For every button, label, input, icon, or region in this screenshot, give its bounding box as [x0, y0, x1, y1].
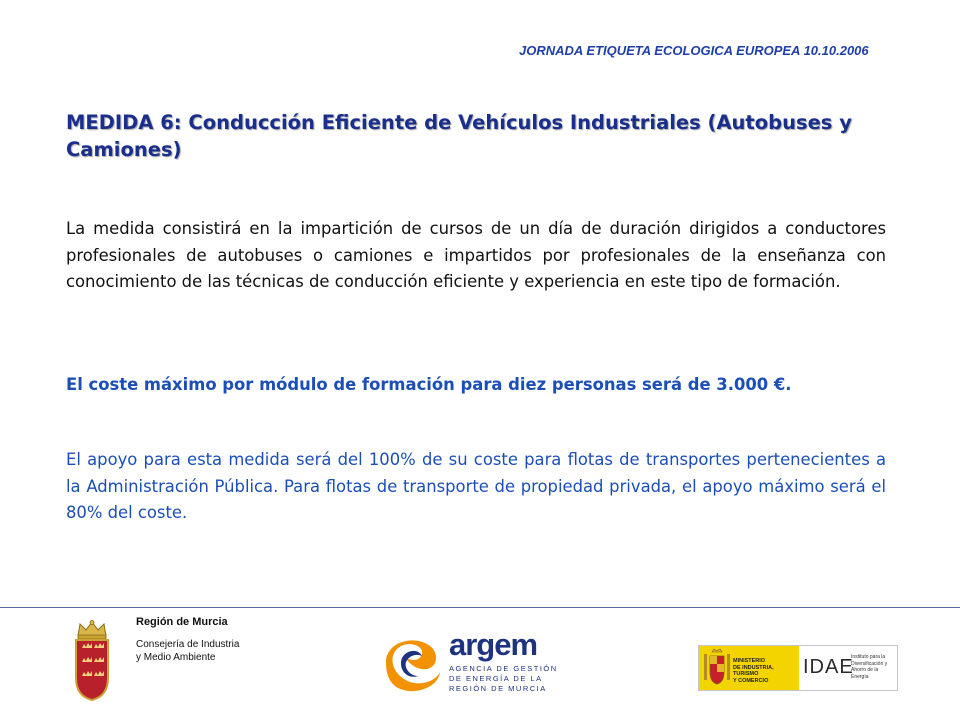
idae-logo [799, 646, 897, 690]
idae-subtitle [851, 654, 897, 680]
ministry-idae-logo [698, 645, 898, 691]
slide-title: MEDIDA 6: Conducción Eficiente de Vehículos Industriales (Autobuses y Camiones) [66, 111, 852, 161]
ministry-name [733, 658, 799, 684]
cost-statement: El coste máximo por módulo de formación para diez personas será de 3.000 €. [66, 375, 792, 394]
argem-subtitle-line2: DE ENERGÍA DE LA [449, 674, 543, 683]
support-statement: El apoyo para esta medida será del 100% de su coste para flotas de transportes pertenecientes a la Administración Pública. Para flotas de transporte de propiedad privada, el apoyo máximo será el 80% del coste. [66, 450, 886, 522]
argem-subtitle-line3: REGIÓN DE MURCIA [449, 684, 547, 693]
idae-wordmark: IDAE [803, 656, 854, 678]
measure-description: La medida consistirá en la impartición de cursos de un día de duración dirigidos a conductores profesionales de autobuses o camiones e impartidos por profesionales de la enseñanza con conocimiento de las técnicas de conducción eficiente y experiencia en este tipo de formación. [66, 219, 886, 291]
idae-subtitle-line2: Diversificación y [851, 660, 888, 667]
idae-subtitle-line3: Ahorro de la Energía [851, 667, 879, 680]
murcia-department-line2: y Medio Ambiente [136, 652, 216, 663]
ministry-line3: Y COMERCIO [733, 677, 769, 684]
idae-subtitle-line1: Instituto para la [851, 654, 886, 660]
event-header: JORNADA ETIQUETA ECOLOGICA EUROPEA 10.10.2006 [519, 43, 869, 58]
footer-divider [0, 607, 960, 608]
argem-subtitle [449, 664, 558, 694]
murcia-region-name: Región de Murcia [136, 616, 228, 628]
spain-coat-of-arms-icon [701, 648, 733, 688]
murcia-department-line1: Consejería de Industria [136, 639, 240, 650]
argem-subtitle-line1: AGENCIA DE GESTIÓN [449, 664, 558, 673]
ministry-logo [699, 646, 799, 690]
ministry-line2: DE INDUSTRIA, TURISMO [733, 664, 774, 677]
argem-wordmark: argem [449, 627, 538, 662]
ministry-line1: MINISTERIO [733, 658, 766, 664]
murcia-text-block [136, 616, 239, 664]
